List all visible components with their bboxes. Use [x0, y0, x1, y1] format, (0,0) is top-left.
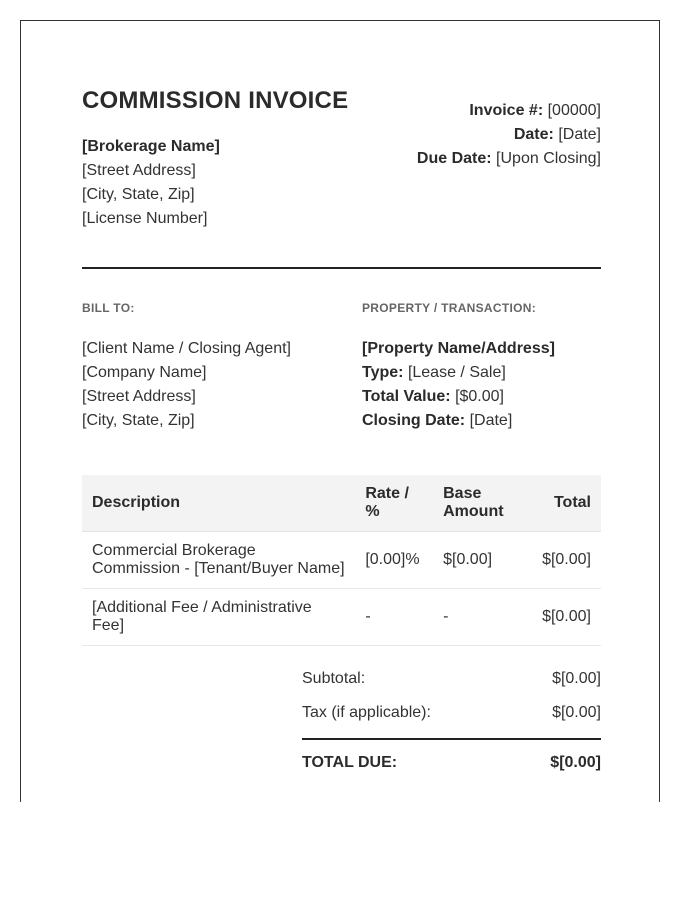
brokerage-block: [82, 135, 220, 231]
bill-to-city: [City, State, Zip]: [82, 412, 195, 429]
property-value-value: [$0.00]: [455, 388, 504, 405]
invoice-date-row: [417, 123, 601, 147]
brokerage-license: [License Number]: [82, 210, 208, 227]
bill-to-block: [82, 301, 342, 433]
closing-date-value: [Date]: [469, 412, 513, 429]
row-total: $[0.00]: [532, 532, 601, 589]
column-header-rate: Rate / %: [355, 475, 433, 532]
bill-to-company: [Company Name]: [82, 364, 207, 381]
subtotal-label: Subtotal:: [302, 670, 366, 687]
bill-to-client: [Client Name / Closing Agent]: [82, 340, 291, 357]
total-due-value: $[0.00]: [550, 754, 601, 771]
invoice-meta: [417, 99, 601, 171]
column-header-description: Description: [82, 475, 355, 532]
table-row: [82, 589, 601, 646]
totals-block: [302, 670, 601, 772]
tax-value: $[0.00]: [552, 704, 601, 721]
property-type-row: [362, 361, 622, 385]
row-rate: [0.00]%: [355, 532, 433, 589]
brokerage-street: [Street Address]: [82, 162, 196, 179]
totals-divider: [302, 738, 601, 740]
row-description: [Additional Fee / Administrative Fee]: [82, 589, 355, 646]
invoice-number-value: [00000]: [547, 102, 601, 119]
property-heading: PROPERTY / TRANSACTION:: [362, 301, 537, 315]
invoice-date-value: [Date]: [558, 126, 601, 143]
table-row: [82, 532, 601, 589]
invoice-date-label: Date:: [513, 126, 554, 143]
row-description: Commercial Brokerage Commission - [Tenant/Buyer Name]: [82, 532, 355, 589]
tax-row: [302, 704, 601, 722]
tax-label: Tax (if applicable):: [302, 704, 431, 721]
subtotal-row: [302, 670, 601, 688]
total-due-label: TOTAL DUE:: [302, 754, 398, 771]
invoice-header: [82, 87, 601, 267]
closing-date-row: [362, 409, 622, 433]
subtotal-value: $[0.00]: [552, 670, 601, 687]
property-value-row: [362, 385, 622, 409]
total-due-row: [302, 754, 601, 772]
column-header-base-amount: Base Amount: [433, 475, 532, 532]
column-header-total: Total: [532, 475, 601, 532]
property-type-label: Type:: [362, 364, 404, 381]
row-base-amount: -: [433, 589, 532, 646]
line-items-table: [82, 475, 601, 646]
invoice-number-row: [417, 99, 601, 123]
closing-date-label: Closing Date:: [362, 412, 466, 429]
row-base-amount: $[0.00]: [433, 532, 532, 589]
parties-section: [82, 269, 601, 475]
property-block: [362, 301, 622, 433]
invoice-title: COMMISSION INVOICE: [82, 87, 349, 114]
property-name: [Property Name/Address]: [362, 340, 555, 357]
invoice-content: [82, 87, 601, 788]
invoice-page: [20, 20, 660, 802]
brokerage-city: [City, State, Zip]: [82, 186, 195, 203]
brokerage-name: [Brokerage Name]: [82, 138, 220, 155]
row-rate: -: [355, 589, 433, 646]
property-value-label: Total Value:: [362, 388, 451, 405]
due-date-row: [417, 147, 601, 171]
row-total: $[0.00]: [532, 589, 601, 646]
bill-to-street: [Street Address]: [82, 388, 196, 405]
due-date-value: [Upon Closing]: [496, 150, 601, 167]
due-date-label: Due Date:: [416, 150, 492, 167]
table-header-row: [82, 475, 601, 532]
property-type-value: [Lease / Sale]: [407, 364, 506, 381]
invoice-number-label: Invoice #:: [469, 102, 544, 119]
bill-to-heading: BILL TO:: [82, 301, 135, 315]
